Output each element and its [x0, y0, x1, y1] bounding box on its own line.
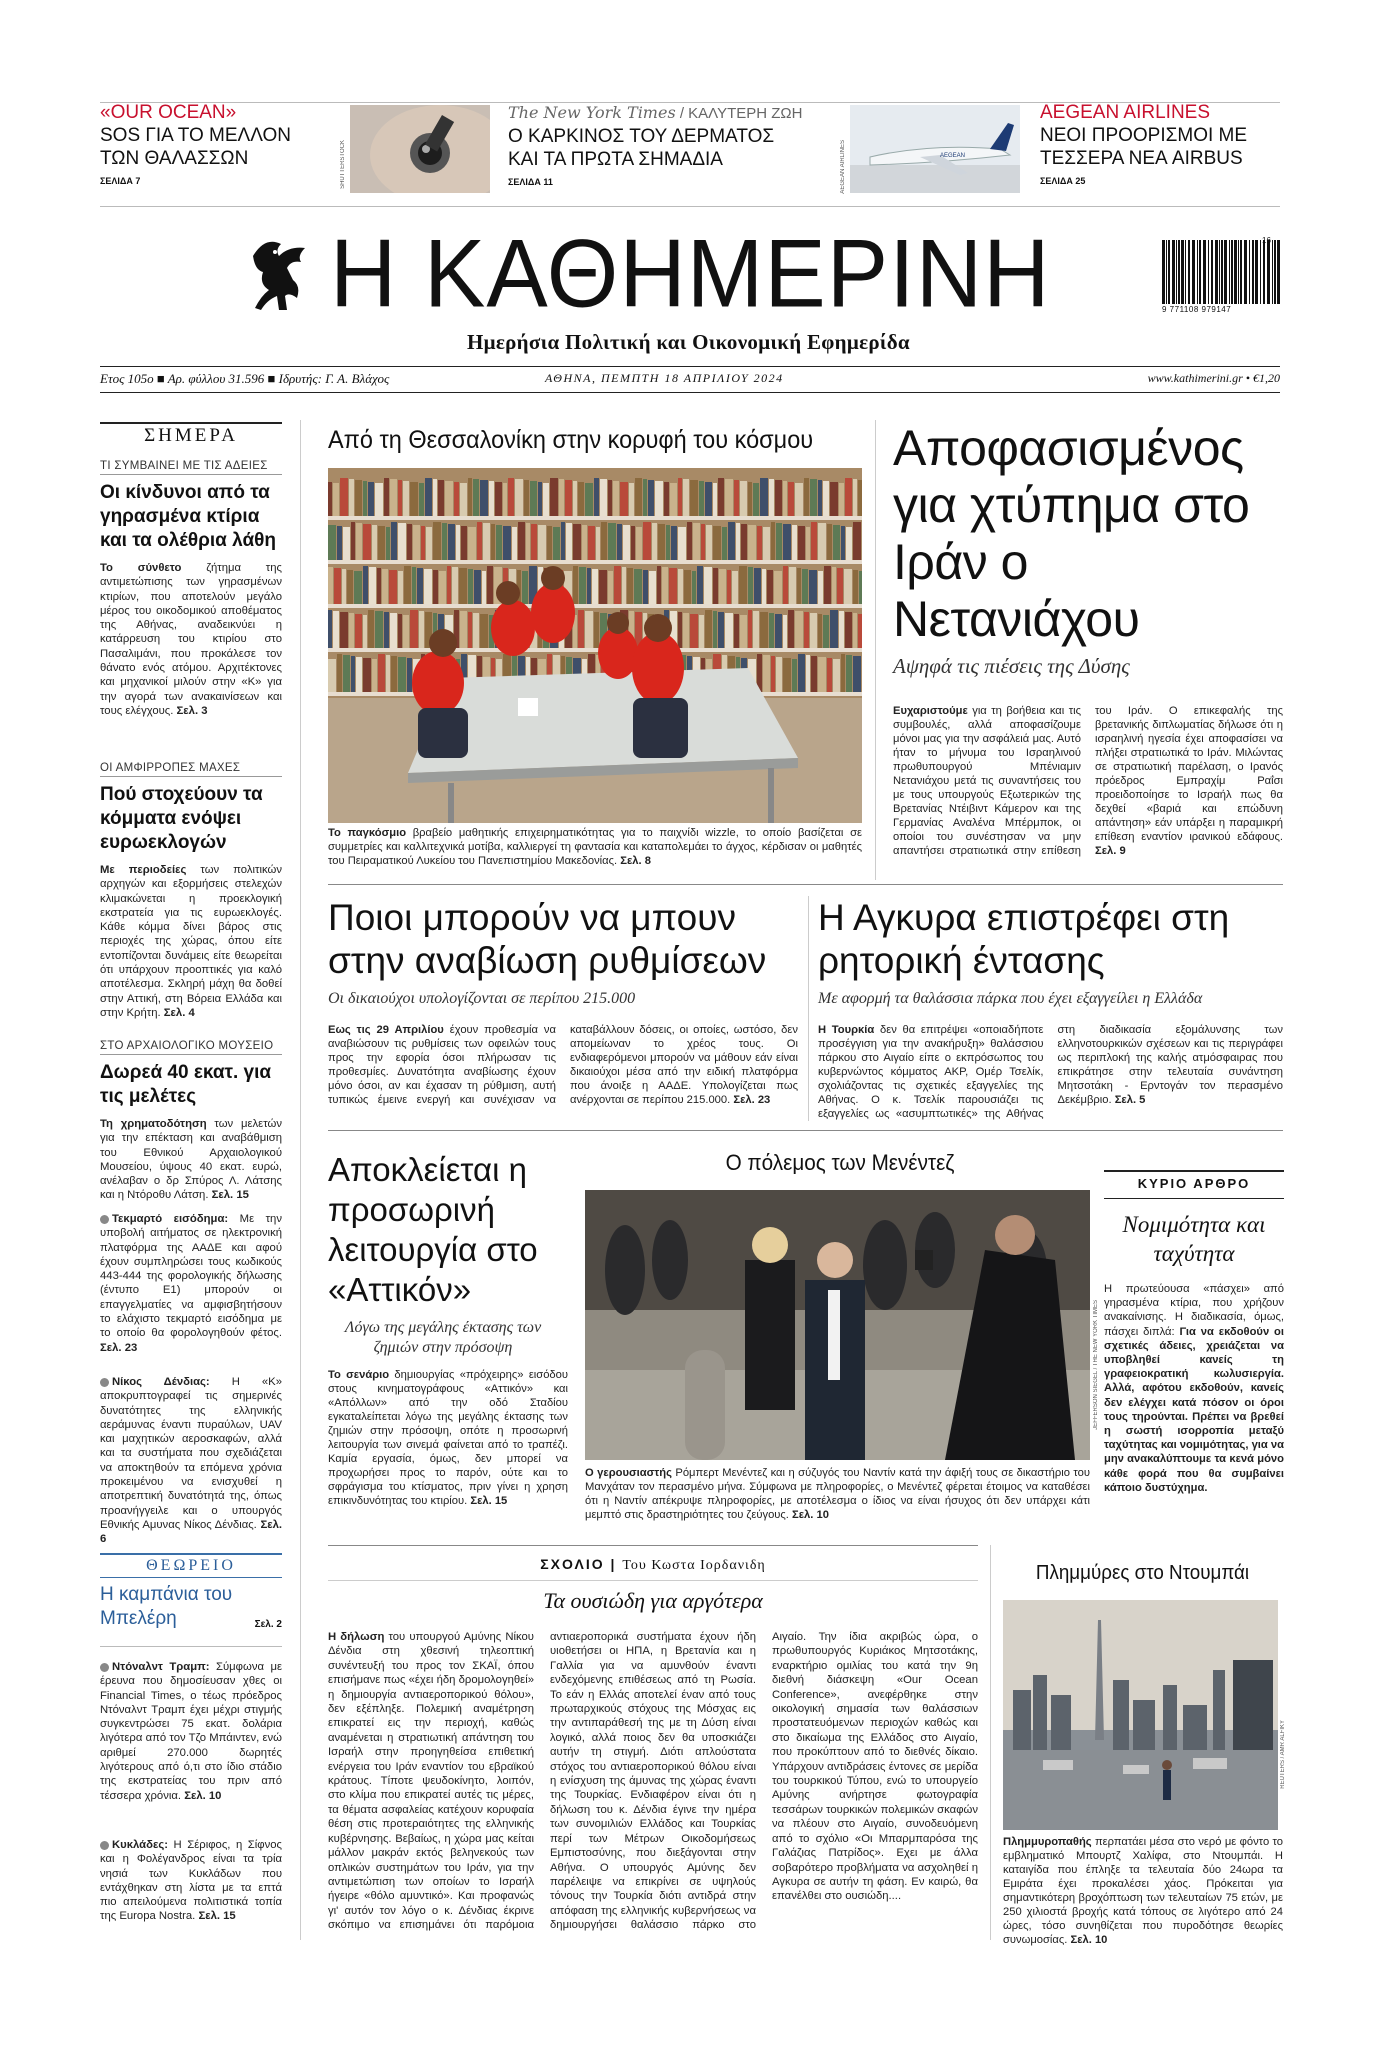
- rules-subtitle: Οι δικαιούχοι υπολογίζονται σε περίπου 215.000: [328, 990, 636, 1007]
- teaser-title: Ο ΚΑΡΚΙΝΟΣ ΤΟΥ ΔΕΡΜΑΤΟΣ ΚΑΙ ΤΑ ΠΡΩΤΑ ΣΗΜΑΔΙΑ: [508, 126, 775, 170]
- iran-title[interactable]: Αποφασισμένος για χτύπημα στο Ιράν ο Νετανιάχου: [893, 420, 1250, 647]
- dubai-flood-photo: [1003, 1600, 1278, 1830]
- teaser-kicker: AEGEAN AIRLINES: [1040, 102, 1211, 123]
- attikon-body: Το σενάριο δημιουργίας «πρόχειρης» εισόδου στους κινηματογράφους «Αττικόν» και «Απόλλων» από την οδό Σταδίου εγκαταλείπεται λόγω της μεγάλης έκτασης των ζημιών στην πρόσοψη, οπότε η προσωρινή λειτουργία των σινεμά φαίνεται από το τραπέζι. Καμία εργασία, όμως, δεν μπορεί να προχωρήσει προς το παρόν, ούτε και το σφράγισμα του κτίσματος, πριν γίνει η χρηση επικινδυνότητας του κτιρίου. Σελ. 15: [328, 1369, 568, 1507]
- barcode-number: 9 771108 979147: [1162, 305, 1232, 314]
- sidebar-bullet[interactable]: Ντόναλντ Τραμπ: Σύμφωνα με έρευνα που δημοσίευσαν χθες οι Financial Times, ο τέως πρόεδρος Ντόναλντ Τραμπ έχει μέχρι στιγμής συγκεντρώσει 75 εκατ. δολάρια λιγότερα από τον Τζο Μπάιντεν, ενώ αριθμεί 270.000 δωρητές λιγότερους από ό,τι στο ίδιο στάδιο της εκστρατείας του πριν από τέσσερα χρόνια. Σελ. 10: [100, 1661, 282, 1802]
- sidebar-rule: [100, 422, 282, 424]
- info-rule-bottom: [100, 392, 1280, 393]
- teaser-our-ocean[interactable]: [100, 102, 320, 186]
- theoreio-header: ΘΕΩΡΕΙΟ: [100, 1553, 282, 1578]
- theoreio-rule: [100, 1646, 282, 1647]
- dubai-title[interactable]: Πλημμύρες στο Ντουμπάι: [1035, 1562, 1250, 1584]
- editorial-body: Η πρωτεύουσα «πάσχει» από γηρασμένα κτίρια, που χρήζουν ανακαίνισης. Η διαδικασία, όμως, πάσχει διπλά: Για να εκδοθούν οι σχετικές άδειες, χρειάζεται να υποβληθεί κανείς τη γραφειοκρατική κωλυσιεργία. Αλλά, αφότου εκδοθούν, κανείς δεν ελέγχει κατά πόσον οι όροι τους τηρούνται. Πρέπει να βρεθεί η σωστή ισορροπία μεταξύ ταχύτητας και νομιμότητας, για να μην ανακαλύπτουμε τα κενά μόνο κάθε φορά που θα συμβαίνει κάποιο δυστύχημα.: [1104, 1283, 1284, 1494]
- sidebar-item[interactable]: [100, 762, 282, 1020]
- barcode-icon: [1160, 240, 1280, 308]
- info-date: ΑΘΗΝΑ, ΠΕΜΠΤΗ 18 ΑΠΡΙΛΙΟΥ 2024: [545, 371, 784, 385]
- sidebar-bullet[interactable]: Τεκμαρτό εισόδημα: Με την υποβολή αιτήματος σε ηλεκτρονική πλατφόρμα της ΑΑΔΕ και αφού έχουν συμπληρώσει τους κωδικούς 443-444 της φορολογικής δήλωσης (έντυπο Ε1) μπορούν οι επαγγελματίες να αμφισβητήσουν το ελάχιστο τεκμαρτό εισόδημα με το οποίο θα φορολογηθούν φέτος. Σελ. 23: [100, 1213, 282, 1354]
- editorial-title[interactable]: Νομιμότητα και ταχύτητα: [1122, 1212, 1266, 1266]
- column-divider: [990, 1545, 991, 1940]
- menendez-title[interactable]: Ο πόλεμος των Μενέντεζ: [725, 1150, 955, 1175]
- ankara-title[interactable]: Η Αγκυρα επιστρέφει στη ρητορική έντασης: [818, 897, 1230, 981]
- sidebar-bullet[interactable]: Κυκλάδες: Η Σέριφος, η Σίφνος και η Φολέγανδρος είναι τα τρία νησιά των Κυκλάδων που εντάχθηκαν στη λίστα με τα επτά πιο απειλούμενα πολιτιστικά τοπία της Europa Nostra. Σελ. 15: [100, 1839, 282, 1923]
- teaser-kicker: «OUR OCEAN»: [100, 102, 237, 123]
- sidebar-title: Οι κίνδυνοι από τα γηρασμένα κτίρια και τα ολέθρια λάθη: [100, 482, 277, 551]
- section-rule: [328, 884, 1283, 885]
- sidebar-title: Πού στοχεύουν τα κόμματα ενόψει ευρωεκλογών: [100, 784, 263, 853]
- comment-rule: [328, 1580, 978, 1581]
- sidebar-header-text: ΣΗΜΕΡΑ: [138, 425, 244, 446]
- comment-header: ΣΧΟΛΙΟ | Του Κωστα Ιορδανιδη: [540, 1556, 766, 1573]
- section-rule: [328, 1545, 978, 1546]
- masthead-subtitle: Ημερήσια Πολιτική και Οικονομική Εφημερίδα: [467, 330, 910, 354]
- students-library-photo: [328, 468, 862, 823]
- teaser-page: ΣΕΛΙΔΑ 25: [1040, 176, 1086, 186]
- rules-body: Εως τις 29 Απριλίου έχουν προθεσμία να αναβιώσουν τις ρυθμίσεις των οφειλών τους προς την εφορία όσοι πλήρωσαν τις προθεσμίες. Δυνατότητα αναβίωσης έχουν μόνο όσοι, αν και έχασαν τη ρύθμιση, αυτή τυπικώς έμεινε ενεργή και συνέχισαν να καταβάλλουν δόσεις, οι οποίες, ωστόσο, δεν απομείωναν το χρέος τους. Οι ενδιαφερόμενοι μπορούν να μάθουν εάν είναι δικαιούχοι μέσα από την ειδική πλατφόρμα που άνοιξε η ΑΑΔΕ. Υπολογίζεται πως ανέρχονται σε περίπου 215.000. Σελ. 23: [328, 1024, 798, 1106]
- section-rule: [328, 1130, 1283, 1131]
- sidebar-body: Με περιοδείες των πολιτικών αρχηγών και εξορμήσεις στελεχών κλιμακώνεται η προεκλογική εκστρατεία για τις ευρωεκλογές. Κάθε κόμμα δίνει βάρος στις περιοχές της χώρας, όπου είτε εντοπίζονται δυνάμεις είτε θεωρείται ότι υπάρχουν προοπτικές για καλό αποτέλεσμα. Σκληρή μάχη θα δοθεί στην Αττική, στη Βόρεια Ελλάδα και στην Κρήτη. Σελ. 4: [100, 864, 282, 1019]
- iran-body: Ευχαριστούμε για τη βοήθεια και τις συμβουλές, αλλά αποφασίζουμε μόνοι μας για την ασφάλειά μας. Αυτό ήταν το μήνυμα του Ισραηλινού πρωθυπουργού Μπένιαμιν Νετανιάχου μετά τις συναντήσεις του με τους υπουργούς Εξωτερικών της Βρετανίας Ντέιβιντ Κάμερον και της Γερμανίας Αναλένα Μπέρμποκ, οι οποίοι του συνέστησαν να μην απαντήσει στρατιωτικά στην επίθεση του Ιράν. Ο επικεφαλής της βρετανικής διπλωματίας δήλωσε ότι η ισραηλινή ηγεσία έχει αποφασίσει να πλήξει στρατιωτικά το Ιράν. Μιλώντας σε στρατιωτική παρέλαση, ο Ιρανός πρόεδρος Εμπραχίμ Ραΐσι προειδοποίησε το Ισραήλ πως θα δεχθεί «βαριά και επώδυνη απάντηση» εάν υπάρξει η παραμικρή επίθεση εναντίον ιρανικού εδάφους. Σελ. 9: [893, 705, 1283, 857]
- ankara-body: Η Τουρκία δεν θα επιτρέψει «οποιαδήποτε προσέγγιση για την ανακήρυξη» θαλάσσιου πάρκου στο Αιγαίο είπε ο εκπρόσωπος του κυβερνώντος κόμματος ΑΚΡ, Ομέρ Τσελίκ, σχολιάζοντας τις σχετικές εξαγγελίες της Αθήνας. Ο κ. Τσελίκ παρουσιάζει τις εξαγγελίες ως «ασυμπτωτικές» της Αθήνας στη διαδικασία εξομάλυνσης των ελληνοτουρκικών σχέσεων και τις περιγράφει ως περιπλοκή της καλής ατμόσφαιρας που επικράτησε στην τελευταία συνάντηση Μητσοτάκη - Ερντογάν τον περασμένο Δεκέμβριο. Σελ. 5: [818, 1024, 1283, 1120]
- attikon-title[interactable]: Αποκλείεται η προσωρινή λειτουργία στο «Αττικόν»: [328, 1151, 538, 1308]
- sidebar-divider: [300, 420, 301, 1940]
- info-rule-top: [100, 366, 1280, 367]
- teaser-bottom-rule: [100, 206, 1280, 207]
- menendez-caption: Ο γερουσιαστής Ρόμπερτ Μενέντεζ και η σύζυγός του Ναντίν κατά την άφιξή τους σε δικαστήριο του Μανχάταν τον περασμένο μήνα. Σύμφωνα με πληροφορίες, ο Μενέντεζ φέρεται έτοιμος να καταθέσει ότι η Ναντίν απέκρυψε πληροφορίες, με αποτέλεσμα ο ίδιος να είναι ήσυχος ότι δεν υπάρχει κάτι μεμπτό στις δραστηριότητες του ζεύγους. Σελ. 10: [585, 1467, 1090, 1521]
- teaser-aegean[interactable]: [1040, 102, 1290, 186]
- dubai-photo-credit: REUTERS / AMR ALFIKY: [1280, 1720, 1286, 1789]
- comment-title[interactable]: Τα ουσιώδη για αργότερα: [543, 1588, 763, 1613]
- rules-title[interactable]: Ποιοι μπορούν να μπουν στην αναβίωση ρυθμίσεων: [328, 897, 767, 981]
- sidebar-body: Το σύνθετο ζήτημα της αντιμετώπισης των γηρασμένων κτιρίων, που αποτελούν μεγάλο μέρος του οικοδομικού αποθέματος της Αθήνας, αναδεικνύει η κατάρρευση του κτιρίου στο Πασαλιμάνι, που προκάλεσε τον θάνατο ενός ατόμου. Αρχιτέκτονες και μηχανικοί μιλούν στην «Κ» για την αγορά των ανακαινίσεων και τους ελέγχους. Σελ. 3: [100, 562, 282, 717]
- attikon-subtitle: Λόγω της μεγάλης έκτασης των ζημιών στην πρόσοψη: [344, 1319, 542, 1356]
- teaser-kicker: / ΚΑΛΥΤΕΡΗ ΖΩΗ: [675, 105, 803, 122]
- bullet-dot-icon: [100, 1378, 109, 1387]
- sidebar-item[interactable]: [100, 1040, 282, 1203]
- teaser-nyt[interactable]: [508, 102, 808, 187]
- teaser-photo-credit: SHUTTERSTOCK: [340, 140, 346, 189]
- masthead-title: Η ΚΑΘΗΜΕΡΙΝΗ: [330, 220, 1051, 328]
- thessaloniki-caption: Το παγκόσμιο βραβείο μαθητικής επιχειρηματικότητας για το παιχνίδι wizzle, το οποίο βασίζεται σε συμμετρίες και καλλιτεχνικά μοτίβα, καλλιεργεί τη φαντασία και καταπολεμάει το άγχος, κέρδισαν οι μαθητές του Πειραματικού Λυκείου του Πανεπιστημίου Μακεδονίας. Σελ. 8: [328, 827, 862, 867]
- teaser-title: SOS ΓΙΑ ΤΟ ΜΕΛΛΟΝ ΤΩΝ ΘΑΛΑΣΣΩΝ: [100, 125, 292, 169]
- sidebar-kicker: ΣΤΟ ΑΡΧΑΙΟΛΟΓΙΚΟ ΜΟΥΣΕΙΟ: [100, 1040, 282, 1055]
- teaser-photo-credit: AEGEAN AIRLINES: [840, 140, 846, 194]
- editorial-rule: [1104, 1170, 1284, 1172]
- comment-label: ΣΧΟΛΙΟ: [540, 1556, 605, 1572]
- teaser-page: ΣΕΛΙΔΑ 7: [100, 176, 141, 186]
- dubai-caption: Πλημμυροπαθής περπατάει μέσα στο νερό με φόντο το εμβληματικό Μπουρτζ Χαλίφα, στο Ντουμπάι. Η καταιγίδα που έπληξε τα τελευταία δύο 24ωρα τα Εμιράτα έχει προκαλέσει χάος. Πρόκειται για σημαντικότερη βροχόπτωση των τελευταίων 75 ετών, με 250 χιλιοστά βροχής κατά τόπους σε λιγότερο από 24 ώρες, τόσο συνηθίζεται που πυροδότησε θεωρίες συνωμοσίας. Σελ. 10: [1003, 1836, 1283, 1946]
- sidebar-bullet[interactable]: Νίκος Δένδιας: Η «Κ» αποκρυπτογραφεί τις σημερινές δυνατότητες της ελληνικής αεράμυνας έναντι πυραύλων, UAV και μαχητικών αεροσκαφών, αλλά και τα συστήματα που σχεδιάζεται να αποκτηθούν τα επόμενα χρόνια προκειμένου να ενισχυθεί η αποτρεπτική δυνατότητά της, όπως προανήγγειλε και ο υπουργός Εθνικής Αμυνας Νίκος Δένδιας. Σελ. 6: [100, 1376, 282, 1546]
- ankara-subtitle: Με αφορμή τα θαλάσσια πάρκα που έχει εξαγγείλει η Ελλάδα: [818, 990, 1203, 1007]
- sidebar-body: Τη χρηματοδότηση των μελετών για την επέκταση και αναβάθμιση του Εθνικού Αρχαιολογικού Μουσείου, ύψους 40 εκατ. ευρώ, ανέλαβαν ο δρ Σπύρος Λ. Λάτσης και η Ντόροθυ Λάτση. Σελ. 15: [100, 1118, 282, 1202]
- griffin-logo-icon: [245, 236, 315, 316]
- comment-body: Η δήλωση του υπουργού Αμύνης Νίκου Δένδια στη χθεσινή τηλεοπτική συνέντευξή του προς τον ΣΚΑΪ, όπου επισήμανε πως «έχει ήδη δρομολογηθεί» η δημιουργία αντιαεροπορικού θόλου», δεν εξέπληξε. Πολεμική αναμέτρηση επικρατεί εις την περιοχή, καθώς αναμένεται η στρατιωτική απάντηση του Ισραήλ στην προηγηθείσα επιθετική ενέργεια του Ιράν εναντίον του εβραϊκού κράτους. Τίποτε ψευδοκίνητο, λοιπόν, στο κλίμα που επικρατεί αυτές τις μέρες, τα θέματα ασφαλείας κατέχουν κορυφαία θέση στις προτεραιότητες της ελληνικής κυβέρνησης. Βεβαίως, η χώρα μας κείται μάλλον μακράν εκτός βεληνεκούς των οπλικών συστημάτων του Ιράν, για την αντιμετώπιση των οποίων το Ισραήλ ήγειρε «θόλο αμυντικό». Και προφανώς γι' αυτόν τον λόγο ο κ. Δένδιας έκρινε σκόπιμο να επισημάνει ότι παρόμοια αντιαεροπορικά συστήματα έχουν ήδη υιοθετήσει οι ΗΠΑ, η Βρετανία και η Γαλλία για να αμυνθούν έναντι ενδεχόμενης επιθέσεως από τη Ρωσία. Το εάν η Ελλάς αποτελεί έναν από τους πρωταρχικούς στόχους της Μόσχας εις την αντιπαράθεσή της με τη Δύση είναι λογικό, αλλά ποιος δεν θα υποσκιάζει αυτήν τη στιγμή. Διότι απλούστατα στόχος του αντιαεροπορικού θόλου είναι η ενίσχυση της άμυνας της χώρας έναντι της Τουρκίας. Ενδιαφέρον είναι ότι η δήλωση του κ. Δένδια έγινε την ημέρα των συνομιλιών Ελλάδος και Τουρκίας περί των Μέτρων Οικοδομήσεως Εμπιστοσύνης, που διεξάγονται στην Αθήνα. Ο υπουργός Αμύνης δεν παρέλειψε να επικρίνει σε υψηλούς τόνους την Τουρκία διότι αντιδρά στην απόφαση της ελληνικής κυβερνήσεως να δημιουργήσει θαλάσσιο πάρκο στο Αιγαίο. Την ίδια ακριβώς ώρα, ο πρωθυπουργός Κυριάκος Μητσοτάκης, εναρκτήριο ομιλίας του κατά την 9η διεθνή διάσκεψη «Our Ocean Conference», ανεφέρθηκε στην οικολογική σημασία των θαλάσσιων προστατευόμενων περιοχών καθώς και στο δικαίωμα της Ελλάδος στο Αιγαίο, που προκύπτουν από το διεθνές δίκαιο. Υπάρχουν αντιδράσεις έντονες σε μερίδα του τουρκικού Τύπου, ενώ το υπουργείο Αμύνης ανήρτησε φωτογραφία τεσσάρων τουρκικών πολεμικών σκαφών να πλέουν στο Αιγαίο, συνοδευόμενη από το σχόλιο «Οι Μπαρμπαρόσα της Γαλάζιας Πατρίδος». Εχει με άλλα σοβαρότερο προβλήματα να ασχοληθεί η Αγκυρα σε αυτήν τη φάση. Εν καιρώ, θα επανέλθει στο ουσιώδη....: [328, 1631, 978, 1932]
- theoreio-page: Σελ. 2: [254, 1619, 282, 1630]
- bullet-dot-icon: [100, 1841, 109, 1850]
- sidebar-kicker: ΟΙ ΑΜΦΙΡΡΟΠΕΣ ΜΑΧΕΣ: [100, 762, 282, 777]
- teaser-source: The New York Times: [508, 103, 676, 122]
- svg-text:AEGEAN: AEGEAN: [940, 153, 966, 159]
- info-right: www.kathimerini.gr • €1,20: [1147, 371, 1280, 385]
- bullet-dot-icon: [100, 1215, 109, 1224]
- sidebar-header: [100, 425, 282, 447]
- menendez-photo-credit: JEFFERSON SIEGEL / THE NEW YORK TIMES: [1093, 1300, 1099, 1430]
- teaser-page: ΣΕΛΙΔΑ 11: [508, 177, 553, 187]
- theoreio-item[interactable]: [100, 1583, 282, 1630]
- info-left: Ετος 105ο ■ Αρ. φύλλου 31.596 ■ Ιδρυτής: Γ. Α. Βλάχος: [100, 371, 390, 386]
- teaser-skin-photo: [350, 105, 490, 193]
- editorial-rule: [1104, 1198, 1284, 1199]
- barcode-top: 16: [1262, 236, 1271, 245]
- sidebar-kicker: ΤΙ ΣΥΜΒΑΙΝΕΙ ΜΕ ΤΙΣ ΑΔΕΙΕΣ: [100, 460, 282, 475]
- column-divider: [875, 420, 876, 880]
- editorial-header: ΚΥΡΙΟ ΑΡΘΡΟ: [1137, 1176, 1251, 1191]
- iran-subtitle: Αψηφά τις πιέσεις της Δύσης: [893, 654, 1130, 678]
- thessaloniki-title[interactable]: Από τη Θεσσαλονίκη στην κορυφή του κόσμου: [328, 426, 814, 454]
- teaser-title: ΝΕΟΙ ΠΡΟΟΡΙΣΜΟΙ ΜΕ ΤΕΣΣΕΡΑ ΝΕΑ AIRBUS: [1040, 125, 1248, 169]
- menendez-court-photo: [585, 1190, 1090, 1460]
- sidebar-item[interactable]: [100, 460, 282, 718]
- column-divider: [808, 896, 809, 1121]
- teaser-airplane-photo: [850, 105, 1020, 193]
- bullet-dot-icon: [100, 1663, 109, 1672]
- comment-author: Του Κωστα Ιορδανιδη: [622, 1558, 766, 1573]
- sidebar-title: Δωρεά 40 εκατ. για τις μελέτες: [100, 1062, 272, 1107]
- theoreio-title: Η καμπάνια του Μπελέρη: [100, 1584, 233, 1629]
